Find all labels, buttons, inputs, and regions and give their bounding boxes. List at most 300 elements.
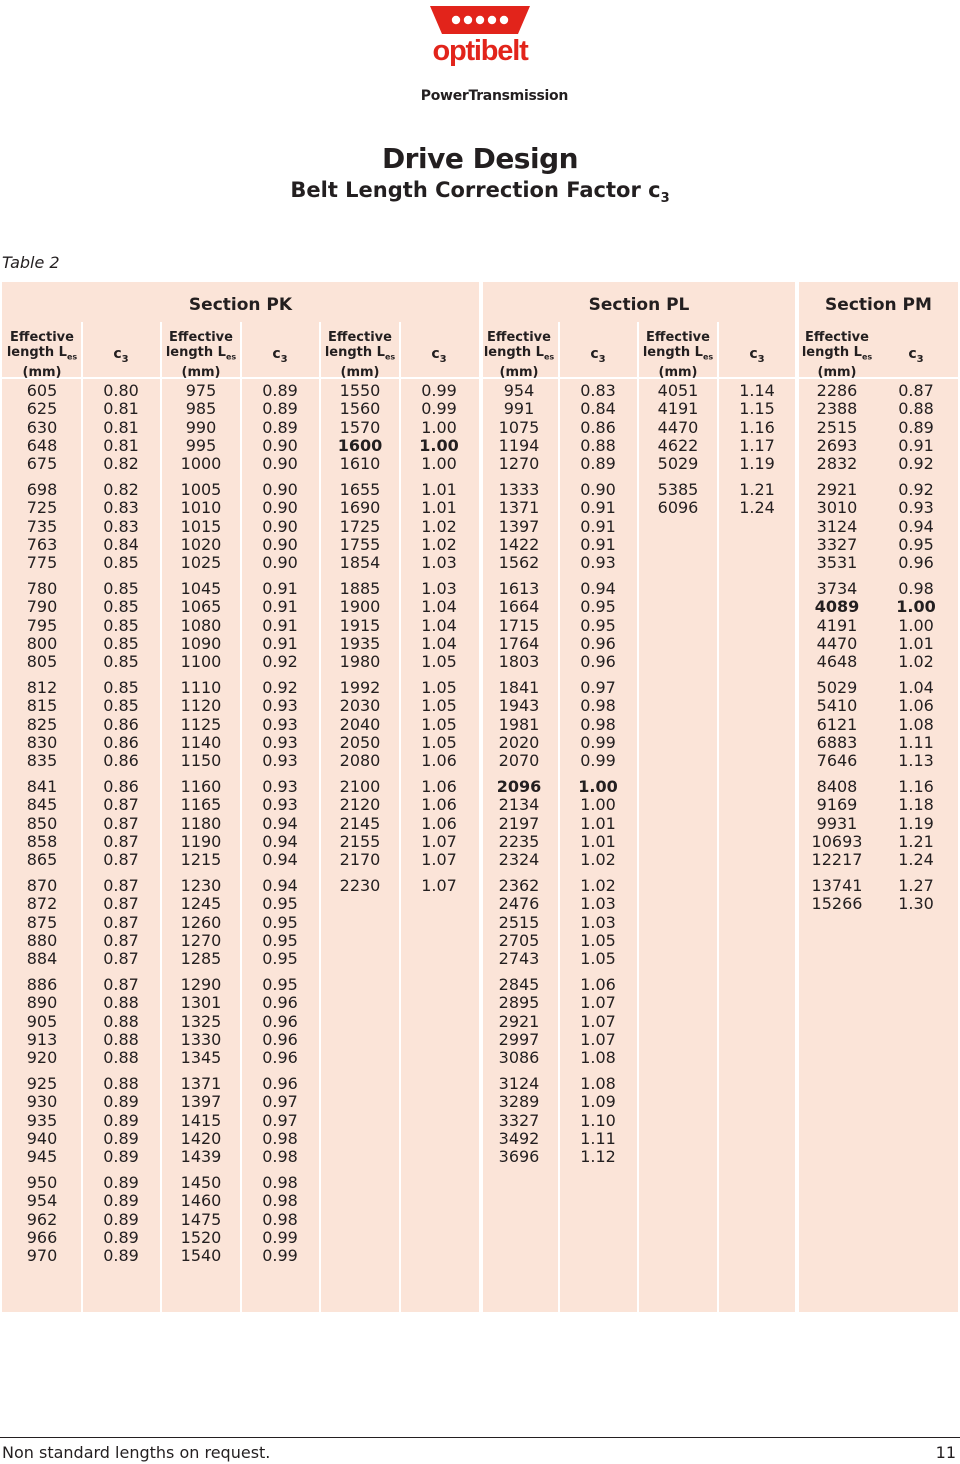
length-value: 2155 (339, 831, 381, 851)
length-column-header: Effective length $L_{es}$ (mm) (801, 330, 873, 380)
c3-value: 0.89 (898, 417, 934, 437)
c3-value: 1.02 (421, 516, 457, 536)
length-value: 5410 (816, 696, 858, 716)
c3-value: 1.06 (421, 813, 457, 833)
length-value: 865 (26, 850, 58, 870)
c3-value: 1.17 (739, 435, 775, 455)
length-value: 2362 (498, 876, 540, 895)
length-value: 1420 (180, 1128, 222, 1148)
c3-value: 0.87 (103, 850, 139, 870)
c3-value: 1.16 (739, 417, 775, 437)
c3-value: 0.87 (103, 912, 139, 932)
length-value: 1025 (180, 553, 222, 573)
length-value: 6096 (657, 498, 699, 518)
length-value: 1560 (339, 399, 381, 419)
c3-value: 1.02 (898, 652, 934, 672)
length-value: 1165 (180, 795, 222, 815)
length-value: 2230 (339, 876, 381, 895)
length-value: 1610 (339, 454, 381, 474)
length-value: 1270 (180, 930, 222, 950)
length-value: 2134 (498, 795, 540, 815)
c3-value: 0.99 (421, 381, 457, 400)
c3-value: 1.27 (898, 876, 934, 895)
length-value: 1755 (339, 534, 381, 554)
c3-value: 0.90 (262, 498, 298, 518)
length-column-header: Effective length $L_{es}$ (mm) (483, 330, 555, 380)
c3-value: 0.87 (103, 975, 139, 994)
length-value: 2235 (498, 831, 540, 851)
length-value: 950 (26, 1173, 58, 1192)
c3-column-header: $c_3$ (113, 346, 129, 365)
length-value: 2096 (496, 777, 542, 796)
length-value: 1190 (180, 831, 222, 851)
c3-value: 1.07 (421, 831, 457, 851)
c3-value: 1.24 (898, 850, 934, 870)
c3-value: 1.03 (580, 912, 616, 932)
length-value: 1000 (180, 454, 222, 474)
length-value: 2476 (498, 894, 540, 914)
length-value: 940 (26, 1128, 58, 1148)
length-value: 1690 (339, 498, 381, 518)
length-value: 675 (26, 454, 58, 474)
length-value: 3734 (816, 579, 858, 598)
c3-value: 1.30 (898, 894, 934, 914)
c3-value: 0.85 (103, 615, 139, 635)
c3-value: 0.95 (262, 975, 298, 994)
c3-value: 1.05 (421, 696, 457, 716)
c3-value: 1.07 (421, 850, 457, 870)
brand-wordmark: optibelt (432, 35, 528, 66)
length-value: 3010 (816, 498, 858, 518)
c3-value: 1.07 (580, 1011, 616, 1031)
c3-value: 0.94 (898, 516, 934, 536)
c3-value: 0.89 (103, 1147, 139, 1167)
c3-value: 0.81 (103, 435, 139, 455)
length-value: 1600 (337, 435, 383, 455)
length-value: 905 (26, 1011, 58, 1031)
c3-value: 0.84 (103, 534, 139, 554)
c3-value: 0.94 (262, 876, 298, 895)
length-value: 975 (185, 381, 217, 400)
length-value: 985 (185, 399, 217, 419)
optibelt-logo (408, 6, 552, 66)
c3-value: 1.05 (580, 930, 616, 950)
length-value: 2020 (498, 732, 540, 752)
length-value: 6883 (816, 732, 858, 752)
length-value: 4470 (657, 417, 699, 437)
c3-value: 0.89 (103, 1128, 139, 1148)
c3-value: 1.24 (739, 498, 775, 518)
length-value: 1655 (339, 480, 381, 499)
length-value: 1980 (339, 652, 381, 672)
footer-divider (0, 1437, 960, 1438)
length-value: 9169 (816, 795, 858, 815)
c3-column-header: $c_3$ (272, 346, 288, 365)
length-value: 3531 (816, 553, 858, 573)
c3-value: 1.05 (421, 732, 457, 752)
c3-value: 0.88 (103, 993, 139, 1013)
length-value: 2997 (498, 1029, 540, 1049)
length-value: 4191 (816, 615, 858, 635)
c3-value: 0.96 (898, 553, 934, 573)
c3-value: 1.06 (421, 777, 457, 796)
length-value: 1764 (498, 633, 540, 653)
length-value: 1010 (180, 498, 222, 518)
length-column-header: Effective length $L_{es}$ (mm) (165, 330, 237, 380)
length-value: 3289 (498, 1092, 540, 1112)
length-value: 805 (26, 652, 58, 672)
length-value: 725 (26, 498, 58, 518)
length-value: 2120 (339, 795, 381, 815)
length-value: 9931 (816, 813, 858, 833)
c3-value: 0.91 (898, 435, 934, 455)
c3-value: 1.00 (419, 435, 459, 455)
length-value: 925 (26, 1074, 58, 1093)
c3-value: 1.01 (421, 480, 457, 499)
length-value: 625 (26, 399, 58, 419)
length-value: 3086 (498, 1048, 540, 1068)
length-value: 3124 (816, 516, 858, 536)
c3-value: 0.89 (103, 1246, 139, 1266)
length-value: 3327 (816, 534, 858, 554)
length-value: 875 (26, 912, 58, 932)
length-value: 8408 (816, 777, 858, 796)
length-value: 1422 (498, 534, 540, 554)
c3-value: 0.88 (103, 1011, 139, 1031)
c3-value: 0.86 (103, 732, 139, 752)
length-value: 1885 (339, 579, 381, 598)
footer-note: Non standard lengths on request. (2, 1443, 271, 1462)
length-value: 1160 (180, 777, 222, 796)
c3-column-header: $c_3$ (431, 346, 447, 365)
length-value: 790 (26, 597, 58, 617)
c3-value: 0.99 (262, 1246, 298, 1266)
length-value: 1285 (180, 949, 222, 969)
c3-value: 0.85 (103, 553, 139, 573)
length-value: 890 (26, 993, 58, 1013)
c3-value: 0.87 (103, 930, 139, 950)
length-value: 1460 (180, 1191, 222, 1211)
length-value: 1664 (498, 597, 540, 617)
length-value: 12217 (811, 850, 863, 870)
length-value: 2050 (339, 732, 381, 752)
c3-value: 1.10 (580, 1110, 616, 1130)
length-value: 2170 (339, 850, 381, 870)
c3-value: 0.96 (580, 652, 616, 672)
c3-value: 0.87 (103, 831, 139, 851)
length-value: 1015 (180, 516, 222, 536)
c3-value: 0.89 (103, 1110, 139, 1130)
c3-value: 1.00 (896, 597, 936, 617)
length-value: 4470 (816, 633, 858, 653)
c3-value: 0.95 (580, 597, 616, 617)
length-value: 1803 (498, 652, 540, 672)
length-value: 795 (26, 615, 58, 635)
length-value: 1415 (180, 1110, 222, 1130)
length-value: 1397 (498, 516, 540, 536)
length-value: 3327 (498, 1110, 540, 1130)
length-value: 3124 (498, 1074, 540, 1093)
c3-value: 0.88 (103, 1048, 139, 1068)
c3-value: 0.81 (103, 399, 139, 419)
c3-value: 1.00 (421, 454, 457, 474)
length-value: 5029 (816, 678, 858, 697)
length-value: 2693 (816, 435, 858, 455)
c3-value: 1.19 (739, 454, 775, 474)
length-value: 13741 (811, 876, 863, 895)
length-value: 2921 (816, 480, 858, 499)
length-value: 2040 (339, 714, 381, 734)
length-value: 1100 (180, 652, 222, 672)
length-value: 1120 (180, 696, 222, 716)
c3-column-header: $c_3$ (749, 346, 765, 365)
c3-value: 0.83 (580, 381, 616, 400)
c3-value: 1.02 (580, 850, 616, 870)
c3-value: 0.86 (103, 777, 139, 796)
c3-value: 0.89 (262, 417, 298, 437)
c3-value: 0.98 (898, 579, 934, 598)
c3-value: 0.85 (103, 597, 139, 617)
length-value: 1080 (180, 615, 222, 635)
length-value: 1562 (498, 553, 540, 573)
length-value: 825 (26, 714, 58, 734)
length-value: 1020 (180, 534, 222, 554)
c3-value: 1.09 (580, 1092, 616, 1112)
c3-value: 1.11 (580, 1128, 616, 1148)
c3-value: 0.92 (898, 480, 934, 499)
c3-value: 1.04 (421, 615, 457, 635)
c3-value: 0.81 (103, 417, 139, 437)
c3-value: 0.93 (580, 553, 616, 573)
length-value: 1613 (498, 579, 540, 598)
c3-value: 0.90 (262, 553, 298, 573)
length-value: 913 (26, 1029, 58, 1049)
length-value: 1150 (180, 751, 222, 771)
c3-value: 0.99 (262, 1227, 298, 1247)
c3-value: 1.04 (421, 633, 457, 653)
c3-value: 0.82 (103, 480, 139, 499)
length-value: 1345 (180, 1048, 222, 1068)
c3-value: 1.01 (898, 633, 934, 653)
c3-value: 0.89 (103, 1092, 139, 1112)
length-value: 2515 (816, 417, 858, 437)
c3-value: 0.91 (262, 579, 298, 598)
c3-value: 0.95 (262, 949, 298, 969)
c3-value: 0.89 (103, 1173, 139, 1192)
length-value: 1301 (180, 993, 222, 1013)
length-value: 698 (26, 480, 58, 499)
length-value: 870 (26, 876, 58, 895)
c3-value: 0.87 (103, 795, 139, 815)
c3-value: 0.98 (262, 1173, 298, 1192)
length-value: 1215 (180, 850, 222, 870)
c3-value: 1.08 (898, 714, 934, 734)
c3-value: 0.85 (103, 633, 139, 653)
length-value: 835 (26, 751, 58, 771)
c3-value: 0.88 (898, 399, 934, 419)
c3-value: 0.82 (103, 454, 139, 474)
length-value: 1230 (180, 876, 222, 895)
length-value: 4622 (657, 435, 699, 455)
c3-value: 1.06 (421, 751, 457, 771)
c3-column-header: $c_3$ (908, 346, 924, 365)
length-value: 605 (26, 381, 58, 400)
c3-value: 0.98 (580, 696, 616, 716)
length-value: 763 (26, 534, 58, 554)
length-value: 2743 (498, 949, 540, 969)
length-value: 1005 (180, 480, 222, 499)
length-value: 1725 (339, 516, 381, 536)
section-header: Section PM (825, 295, 932, 315)
c3-value: 1.21 (898, 831, 934, 851)
c3-value: 0.97 (580, 678, 616, 697)
c3-value: 0.97 (262, 1110, 298, 1130)
length-column-header: Effective length $L_{es}$ (mm) (6, 330, 78, 380)
length-value: 1194 (498, 435, 540, 455)
c3-value: 1.05 (421, 714, 457, 734)
length-value: 2705 (498, 930, 540, 950)
c3-value: 0.93 (262, 777, 298, 796)
c3-value: 0.85 (103, 652, 139, 672)
length-value: 1325 (180, 1011, 222, 1031)
c3-value: 0.96 (262, 993, 298, 1013)
c3-value: 1.07 (580, 993, 616, 1013)
c3-value: 0.95 (898, 534, 934, 554)
length-value: 990 (185, 417, 217, 437)
c3-value: 0.97 (262, 1092, 298, 1112)
c3-value: 0.90 (262, 516, 298, 536)
c3-value: 0.87 (103, 813, 139, 833)
c3-value: 0.98 (262, 1147, 298, 1167)
c3-value: 0.87 (103, 876, 139, 895)
length-value: 930 (26, 1092, 58, 1112)
c3-value: 0.80 (103, 381, 139, 400)
c3-value: 1.08 (580, 1048, 616, 1068)
c3-value: 0.94 (580, 579, 616, 598)
length-value: 1981 (498, 714, 540, 734)
c3-value: 0.85 (103, 696, 139, 716)
c3-value: 0.83 (103, 516, 139, 536)
length-value: 1371 (180, 1074, 222, 1093)
c3-value: 1.07 (421, 876, 457, 895)
length-value: 845 (26, 795, 58, 815)
c3-value: 1.01 (421, 498, 457, 518)
section-header: Section PK (188, 295, 293, 315)
length-value: 1915 (339, 615, 381, 635)
c3-value: 0.98 (580, 714, 616, 734)
c3-value: 0.95 (580, 615, 616, 635)
c3-value: 0.92 (898, 454, 934, 474)
length-value: 995 (185, 435, 217, 455)
length-value: 1841 (498, 678, 540, 697)
page-number: 11 (935, 1443, 956, 1462)
c3-value: 1.08 (580, 1074, 616, 1093)
c3-value: 0.88 (103, 1074, 139, 1093)
length-value: 4191 (657, 399, 699, 419)
length-value: 1125 (180, 714, 222, 734)
length-value: 1450 (180, 1173, 222, 1192)
length-value: 3696 (498, 1147, 540, 1167)
c3-value: 1.04 (898, 678, 934, 697)
c3-value: 0.91 (262, 615, 298, 635)
section-header: Section PL (588, 295, 690, 315)
length-value: 954 (26, 1191, 58, 1211)
length-value: 4648 (816, 652, 858, 672)
c3-value: 1.00 (580, 795, 616, 815)
length-value: 1715 (498, 615, 540, 635)
c3-value: 0.86 (580, 417, 616, 437)
c3-value: 1.06 (898, 696, 934, 716)
c3-value: 1.15 (739, 399, 775, 419)
length-value: 886 (26, 975, 58, 994)
c3-value: 1.18 (898, 795, 934, 815)
length-value: 1110 (180, 678, 222, 697)
c3-value: 0.89 (103, 1209, 139, 1229)
length-value: 630 (26, 417, 58, 437)
c3-value: 1.00 (898, 615, 934, 635)
length-value: 2080 (339, 751, 381, 771)
length-value: 1943 (498, 696, 540, 716)
length-value: 884 (26, 949, 58, 969)
length-value: 2515 (498, 912, 540, 932)
length-value: 6121 (816, 714, 858, 734)
c3-value: 0.93 (898, 498, 934, 518)
length-value: 2286 (816, 381, 858, 400)
c3-value: 0.99 (580, 751, 616, 771)
length-value: 1570 (339, 417, 381, 437)
length-value: 1260 (180, 912, 222, 932)
length-value: 1270 (498, 454, 540, 474)
c3-value: 0.85 (103, 579, 139, 598)
length-value: 3492 (498, 1128, 540, 1148)
c3-value: 1.05 (421, 652, 457, 672)
length-value: 2324 (498, 850, 540, 870)
c3-value: 0.96 (262, 1074, 298, 1093)
length-value: 1045 (180, 579, 222, 598)
c3-value: 1.02 (580, 876, 616, 895)
length-value: 2100 (339, 777, 381, 796)
length-value: 815 (26, 696, 58, 716)
length-value: 1439 (180, 1147, 222, 1167)
c3-value: 0.90 (262, 454, 298, 474)
length-value: 954 (503, 381, 535, 400)
c3-value: 0.88 (103, 1029, 139, 1049)
c3-value: 1.01 (580, 831, 616, 851)
length-value: 1065 (180, 597, 222, 617)
c3-value: 0.95 (262, 894, 298, 914)
c3-value: 1.21 (739, 480, 775, 499)
c3-value: 0.94 (262, 831, 298, 851)
length-value: 5385 (657, 480, 699, 499)
c3-value: 1.01 (580, 813, 616, 833)
c3-value: 1.00 (421, 417, 457, 437)
c3-value: 1.12 (580, 1147, 616, 1167)
c3-value: 0.99 (580, 732, 616, 752)
c3-value: 0.95 (262, 930, 298, 950)
c3-value: 1.19 (898, 813, 934, 833)
length-value: 648 (26, 435, 58, 455)
c3-value: 0.98 (262, 1128, 298, 1148)
c3-value: 0.89 (103, 1191, 139, 1211)
c3-value: 0.88 (580, 435, 616, 455)
length-value: 970 (26, 1246, 58, 1266)
length-value: 1075 (498, 417, 540, 437)
length-value: 800 (26, 633, 58, 653)
c3-value: 0.93 (262, 732, 298, 752)
length-value: 1397 (180, 1092, 222, 1112)
length-value: 2145 (339, 813, 381, 833)
table-label: Table 2 (2, 253, 60, 272)
